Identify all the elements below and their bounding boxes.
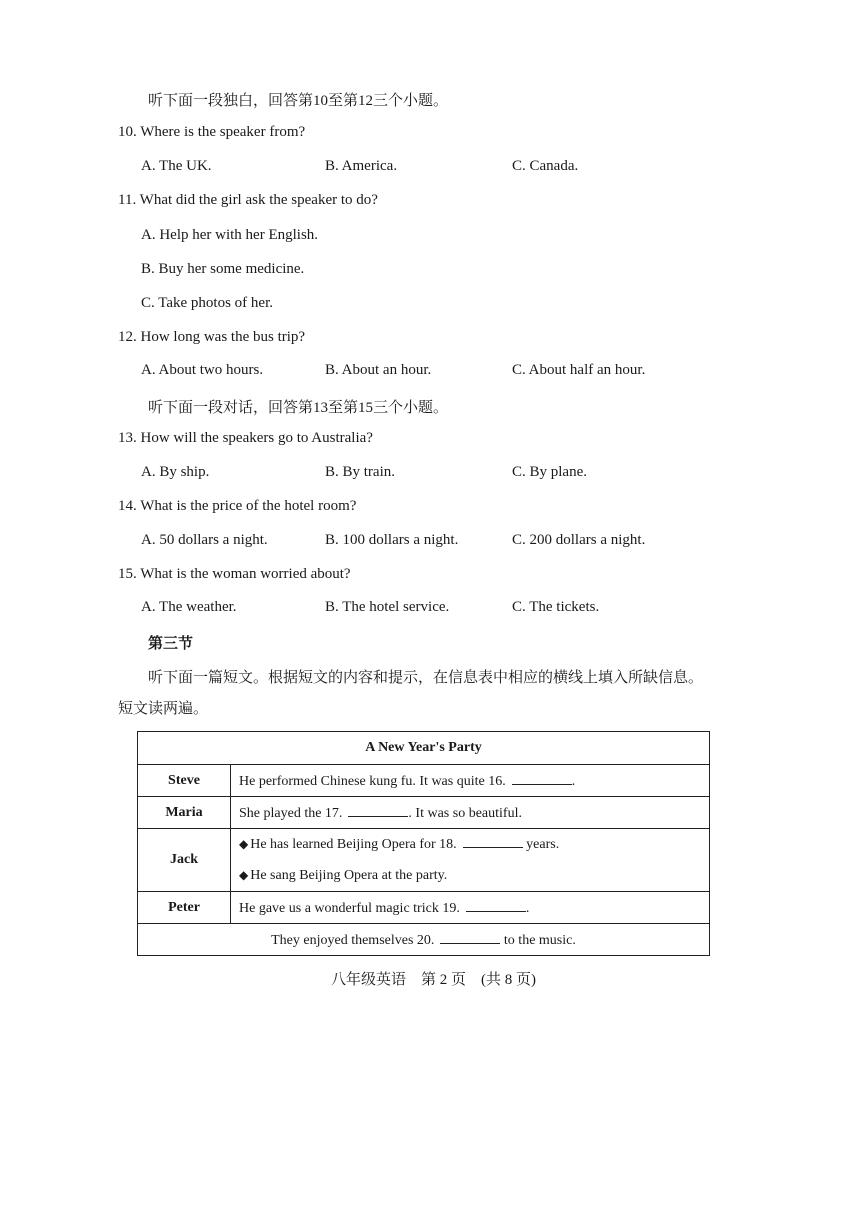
row-text-part: He has learned Beijing Opera for 18. (250, 837, 457, 852)
table-row (138, 829, 710, 892)
option-14b: B. 100 dollars a night. (325, 532, 459, 548)
row-text-part: He gave us a wonderful magic trick 19. (239, 900, 460, 916)
blank-16[interactable] (512, 772, 572, 785)
info-table (137, 731, 710, 956)
row-text (231, 797, 710, 829)
option-14c: C. 200 dollars a night. (512, 532, 646, 548)
table-row (138, 797, 710, 829)
page-footer: 八年级英语 第 2 页 (共 8 页) (331, 972, 536, 988)
row-text-part: He sang Beijing Opera at the party. (250, 868, 448, 883)
option-13a: A. By ship. (141, 464, 210, 480)
blank-20[interactable] (440, 931, 500, 944)
diamond-bullet-icon: ◆ (239, 837, 249, 851)
table-row (138, 765, 710, 797)
option-11a: A. Help her with her English. (141, 227, 319, 243)
table-footer (138, 924, 710, 956)
option-15b: B. The hotel service. (325, 599, 450, 615)
question-14: 14. What is the price of the hotel room? (118, 498, 357, 514)
row-name: Steve (138, 765, 231, 797)
row-text-after: . (525, 900, 530, 916)
option-13b: B. By train. (325, 464, 395, 480)
row-text-part: She played the 17. (239, 805, 343, 821)
footer-text-after: to the music. (503, 932, 576, 948)
question-12: 12. How long was the bus trip? (118, 329, 306, 345)
option-10c: C. Canada. (512, 158, 579, 174)
option-10b: B. America. (325, 158, 398, 174)
section3-instruction-cont: 短文读两遍。 (118, 701, 209, 717)
option-13c: C. By plane. (512, 464, 587, 480)
row-name: Maria (138, 797, 231, 829)
row-name: Jack (138, 829, 231, 892)
intro-dialogue: 听下面一段对话，回答第13至第15三个小题。 (148, 400, 449, 416)
section3-title: 第三节 (148, 636, 194, 652)
diamond-bullet-icon: ◆ (239, 868, 249, 882)
question-11: 11. What did the girl ask the speaker to do? (118, 192, 378, 208)
option-15c: C. The tickets. (512, 599, 600, 615)
row-text (231, 892, 710, 924)
row-name: Peter (138, 892, 231, 924)
row-text-after: . (571, 773, 576, 789)
blank-18[interactable] (463, 835, 523, 848)
row-text (231, 829, 710, 892)
row-text-after: years. (526, 837, 560, 852)
option-12b: B. About an hour. (325, 362, 432, 378)
option-10a: A. The UK. (141, 158, 212, 174)
row-text (231, 765, 710, 797)
question-10: 10. Where is the speaker from? (118, 124, 306, 140)
question-15: 15. What is the woman worried about? (118, 566, 351, 582)
table-title: A New Year's Party (138, 732, 710, 765)
footer-text: They enjoyed themselves 20. (271, 932, 435, 948)
blank-17[interactable] (348, 804, 408, 817)
option-12a: A. About two hours. (141, 362, 264, 378)
blank-19[interactable] (466, 899, 526, 912)
row-text-part: He performed Chinese kung fu. It was quite 16. (239, 773, 506, 789)
option-12c: C. About half an hour. (512, 362, 646, 378)
option-11c: C. Take photos of her. (141, 295, 273, 311)
intro-monologue: 听下面一段独白，回答第10至第12三个小题。 (148, 93, 449, 109)
option-14a: A. 50 dollars a night. (141, 532, 268, 548)
option-11b: B. Buy her some medicine. (141, 261, 305, 277)
option-15a: A. The weather. (141, 599, 237, 615)
table-row (138, 892, 710, 924)
row-text-after: . It was so beautiful. (408, 805, 522, 821)
section3-instruction: 听下面一篇短文。根据短文的内容和提示，在信息表中相应的横线上填入所缺信息。 (148, 670, 704, 686)
question-13: 13. How will the speakers go to Australia? (118, 430, 373, 446)
